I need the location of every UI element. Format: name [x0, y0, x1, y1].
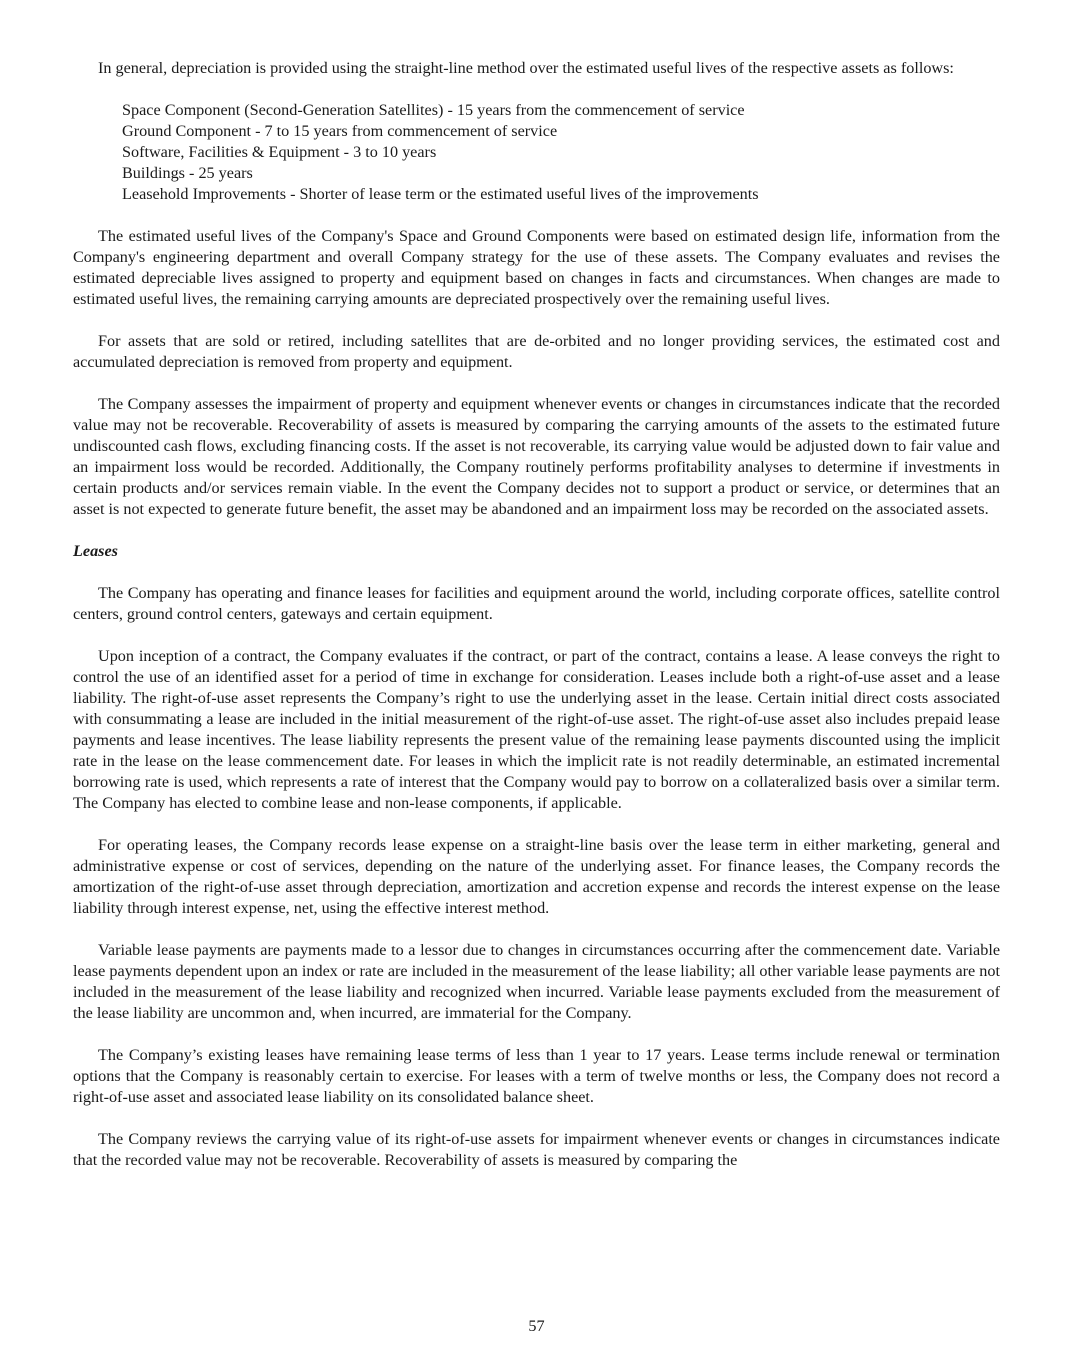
useful-life-item: Buildings - 25 years	[122, 164, 253, 182]
leases-overview-paragraph: The Company has operating and finance leases for facilities and equipment around the world, including corporate offices, satellite control centers, ground control centers, gateways and certain equipment.	[73, 584, 1000, 623]
variable-lease-paragraph: Variable lease payments are payments made to a lessor due to changes in circumstances occurring after the commencement date. Variable lease payments dependent upon an index or rate are included in the measurement of the lease liability; all other variable lease payments are not included in the measurement of the lease liability and recognized when incurred. Variable lease payments excluded from the measurement of the lease liability are uncommon and, when incurred, are immaterial for the Company.	[73, 941, 1000, 1022]
useful-life-item: Software, Facilities & Equipment - 3 to 10 years	[122, 143, 437, 161]
depreciation-intro-paragraph: In general, depreciation is provided using the straight-line method over the estimated useful lives of the respective assets as follows:	[98, 59, 954, 77]
page-number: 57	[528, 1317, 545, 1335]
lease-terms-paragraph: The Company’s existing leases have remaining lease terms of less than 1 year to 17 years. Lease terms include renewal or termination options that the Company is reasonably certain to exercise. For leases with a term of twelve months or less, the Company does not record a right-of-use asset and associated lease liability on its consolidated balance sheet.	[73, 1046, 1000, 1106]
useful-life-item: Space Component (Second-Generation Satellites) - 15 years from the commencement of service	[122, 101, 745, 119]
useful-life-item: Leasehold Improvements - Shorter of lease term or the estimated useful lives of the improvements	[122, 185, 759, 203]
useful-lives-list	[122, 100, 1000, 205]
leases-heading: Leases	[73, 542, 118, 560]
document-page	[73, 58, 1000, 1192]
useful-lives-paragraph: The estimated useful lives of the Company's Space and Ground Components were based on estimated design life, information from the Company's engineering department and overall Company strategy for the use of these assets. The Company evaluates and revises the estimated depreciable lives assigned to property and equipment based on changes in facts and circumstances. When changes are made to estimated useful lives, the remaining carrying amounts are depreciated prospectively over the remaining useful lives.	[73, 227, 1000, 308]
lease-inception-paragraph: Upon inception of a contract, the Company evaluates if the contract, or part of the contract, contains a lease. A lease conveys the right to control the use of an identified asset for a period of time in exchange for consideration. Leases include both a right-of-use asset and a lease liability. The right-of-use asset represents the Company’s right to use the underlying asset in the lease. Certain initial direct costs associated with consummating a lease are included in the initial measurement of the right-of-use asset. The right-of-use asset also includes prepaid lease payments and lease incentives. The lease liability represents the present value of the remaining lease payments discounted using the implicit rate in the lease on the lease commencement date. For leases in which the implicit rate is not readily determinable, an estimated incremental borrowing rate is used, which represents a rate of interest that the Company would pay to borrow on a collateralized basis over a similar term. The Company has elected to combine lease and non-lease components, if applicable.	[73, 647, 1000, 812]
lease-expense-paragraph: For operating leases, the Company records lease expense on a straight-line basis over the lease term in either marketing, general and administrative expense or cost of services, depending on the nature of the underlying asset. For finance leases, the Company records the amortization of the right-of-use asset through depreciation, amortization and accretion expense and records the interest expense on the lease liability through interest expense, net, using the effective interest method.	[73, 836, 1000, 917]
retired-assets-paragraph: For assets that are sold or retired, including satellites that are de-orbited and no longer providing services, the estimated cost and accumulated depreciation is removed from property and equipment.	[73, 332, 1000, 371]
useful-life-item: Ground Component - 7 to 15 years from commencement of service	[122, 122, 558, 140]
impairment-paragraph: The Company assesses the impairment of property and equipment whenever events or changes in circumstances indicate that the recorded value may not be recoverable. Recoverability of assets is measured by comparing the carrying amounts of the assets to the estimated future undiscounted cash flows, excluding financing costs. If the asset is not recoverable, its carrying value would be adjusted down to fair value and an impairment loss would be recorded. Additionally, the Company routinely performs profitability analyses to determine if investments in certain products and/or services remain viable. In the event the Company decides not to support a product or service, or determines that an asset is not expected to generate future benefit, the asset may be abandoned and an impairment loss may be recorded on the associated assets.	[73, 395, 1000, 518]
rou-impairment-paragraph: The Company reviews the carrying value of its right-of-use assets for impairment whenever events or changes in circumstances indicate that the recorded value may not be recoverable. Recoverability of assets is measured by comparing the	[73, 1130, 1000, 1169]
